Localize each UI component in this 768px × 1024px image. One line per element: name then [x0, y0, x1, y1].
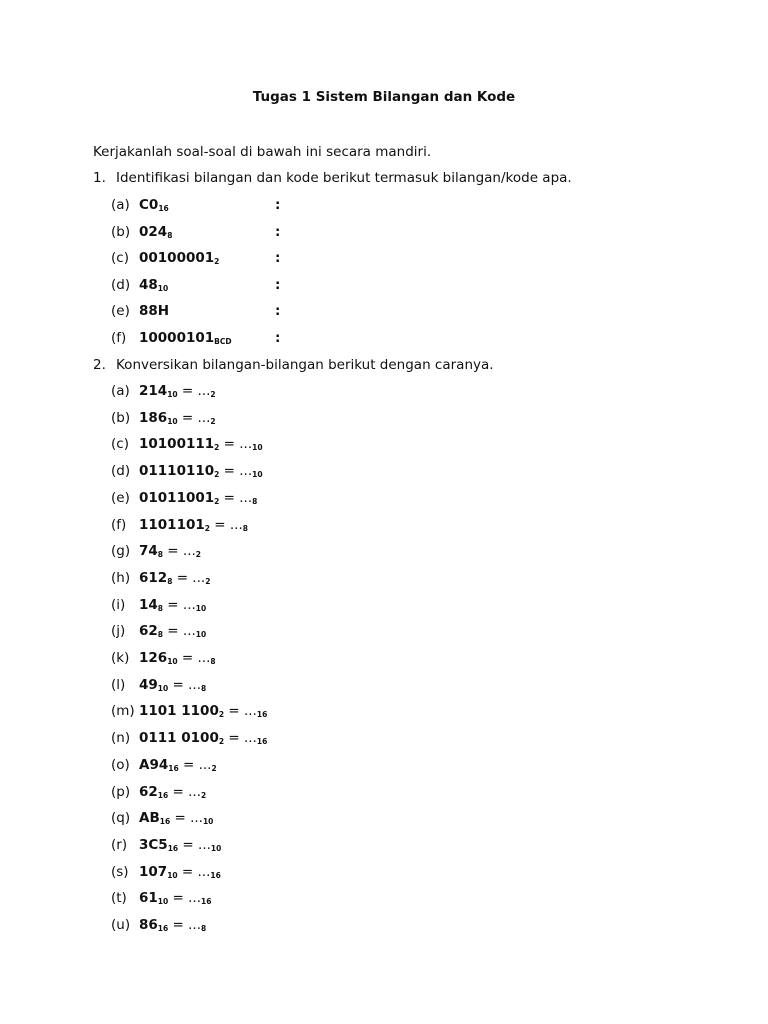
- target-base: 16: [256, 737, 268, 747]
- equals-ellipsis: = ...: [163, 543, 196, 560]
- number-value: 3C5: [139, 836, 168, 853]
- equals-ellipsis: = ...: [163, 596, 196, 613]
- question-2-text: Konversikan bilangan-bilangan berikut dengan caranya.: [116, 357, 494, 373]
- number-base: 8: [157, 603, 164, 613]
- equals-ellipsis: = ...: [219, 489, 253, 506]
- number-base: 10: [167, 416, 178, 426]
- number-base: 2: [214, 443, 220, 453]
- number-base: 10: [167, 657, 178, 666]
- target-base: 8: [210, 657, 216, 666]
- target-base: 8: [252, 496, 258, 506]
- equals-ellipsis: = ...: [178, 836, 211, 853]
- conversion-expression: [139, 728, 267, 748]
- conversion-expression: [139, 701, 267, 721]
- conversion-expression: [139, 515, 248, 535]
- number-value: 214: [139, 383, 168, 399]
- number-value: 62: [139, 623, 158, 640]
- target-base: 16: [210, 870, 221, 880]
- item-label: (o): [111, 756, 130, 773]
- target-base: 2: [210, 390, 216, 399]
- number-base: 16: [158, 204, 169, 213]
- equals-ellipsis: = ...: [224, 730, 257, 747]
- target-base: 10: [195, 630, 207, 640]
- item-label: (n): [111, 730, 131, 747]
- number-base: 2: [218, 710, 225, 720]
- conversion-expression: [139, 381, 216, 401]
- item-label: (k): [111, 650, 130, 666]
- target-base: 2: [210, 416, 216, 426]
- number-value: 62: [139, 783, 158, 800]
- equals-ellipsis: = ...: [172, 569, 206, 586]
- number-base: 16: [157, 790, 169, 800]
- item-label: (t): [111, 890, 127, 907]
- item-label: (e): [111, 489, 130, 506]
- equals-ellipsis: = ...: [177, 383, 211, 399]
- item-label: (h): [111, 569, 131, 586]
- item-label: (i): [111, 596, 126, 613]
- number-base: 8: [157, 550, 164, 560]
- number-base: 8: [167, 576, 173, 586]
- equals-ellipsis: = ...: [178, 756, 212, 773]
- number-value: 61: [139, 890, 158, 907]
- target-base: 10: [210, 843, 222, 853]
- target-base: 2: [211, 763, 217, 773]
- conversion-expression: [139, 621, 206, 641]
- question-1-text: Identifikasi bilangan dan kode berikut termasuk bilangan/kode apa.: [116, 170, 572, 186]
- answer-colon: :: [275, 276, 281, 293]
- answer-colon: :: [275, 250, 281, 267]
- number-base: 10: [157, 683, 169, 693]
- number-value: 612: [139, 569, 168, 586]
- number-value: A94: [139, 756, 169, 773]
- number-value: 01110110: [139, 463, 215, 480]
- equals-ellipsis: = ...: [209, 516, 243, 533]
- question-1-number: 1.: [93, 170, 106, 186]
- item-label: (e): [111, 303, 130, 320]
- number-base: 8: [157, 630, 164, 640]
- number-value: 1101101: [139, 516, 205, 533]
- conversion-expression: [139, 648, 216, 668]
- number-value: 48: [139, 276, 158, 293]
- item-value: [139, 222, 172, 242]
- number-base: 16: [159, 817, 171, 827]
- number-value: 10000101: [139, 330, 215, 346]
- conversion-expression: [139, 862, 221, 882]
- target-base: 10: [202, 817, 214, 827]
- number-value: 88H: [139, 303, 170, 320]
- target-base: 10: [195, 603, 207, 613]
- item-label: (q): [111, 810, 131, 827]
- number-base: 10: [167, 390, 178, 399]
- item-value: [139, 275, 168, 295]
- equals-ellipsis: = ...: [170, 810, 203, 827]
- page-title: Tugas 1 Sistem Bilangan dan Kode: [252, 89, 516, 105]
- conversion-expression: [139, 808, 213, 828]
- equals-ellipsis: = ...: [219, 436, 253, 453]
- item-label: (f): [111, 330, 127, 346]
- item-label: (d): [111, 463, 131, 480]
- number-value: 024: [139, 223, 168, 240]
- conversion-expression: [139, 408, 216, 428]
- item-label: (l): [111, 676, 126, 693]
- answer-colon: :: [275, 303, 281, 320]
- equals-ellipsis: = ...: [177, 409, 211, 426]
- item-label: (b): [111, 409, 131, 426]
- equals-ellipsis: = ...: [219, 463, 253, 480]
- item-value: [139, 248, 219, 268]
- number-base: 10: [157, 283, 169, 293]
- target-base: 10: [252, 470, 263, 480]
- item-label: (c): [111, 436, 129, 453]
- target-base: 2: [201, 790, 207, 800]
- equals-ellipsis: = ...: [177, 650, 211, 666]
- item-label: (m): [111, 703, 135, 720]
- equals-ellipsis: = ...: [168, 890, 202, 907]
- number-base: BCD: [214, 337, 232, 346]
- conversion-expression: [139, 755, 217, 775]
- target-base: 8: [242, 523, 248, 533]
- item-label: (b): [111, 223, 131, 240]
- answer-colon: :: [275, 223, 281, 240]
- item-label: (s): [111, 863, 129, 880]
- conversion-expression: [139, 568, 210, 588]
- conversion-expression: [139, 835, 221, 855]
- number-value: C0: [139, 197, 159, 213]
- number-value: 49: [139, 676, 158, 693]
- conversion-expression: [139, 888, 211, 908]
- item-label: (c): [111, 250, 129, 267]
- number-base: 8: [167, 230, 173, 240]
- item-label: (d): [111, 276, 131, 293]
- item-value: [139, 328, 232, 348]
- number-base: 10: [157, 897, 169, 907]
- question-2-number: 2.: [93, 357, 106, 373]
- number-value: 186: [139, 409, 168, 426]
- item-label: (u): [111, 917, 131, 933]
- number-value: 86: [139, 917, 158, 933]
- target-base: 2: [195, 550, 202, 560]
- number-base: 2: [214, 496, 220, 506]
- number-value: 74: [139, 543, 158, 560]
- target-base: 8: [201, 924, 207, 933]
- equals-ellipsis: = ...: [224, 703, 257, 720]
- number-value: 14: [139, 596, 158, 613]
- answer-colon: :: [275, 330, 281, 346]
- target-base: 16: [256, 710, 268, 720]
- item-label: (g): [111, 543, 131, 560]
- number-value: 107: [139, 863, 168, 880]
- number-value: 1101 1100: [139, 703, 219, 720]
- target-base: 10: [252, 443, 263, 453]
- conversion-expression: [139, 915, 206, 935]
- number-base: 2: [218, 737, 225, 747]
- conversion-expression: [139, 488, 257, 508]
- number-base: 2: [204, 523, 210, 533]
- number-value: 01011001: [139, 489, 215, 506]
- equals-ellipsis: = ...: [163, 623, 196, 640]
- conversion-expression: [139, 434, 263, 454]
- number-value: 0111 0100: [139, 730, 219, 747]
- target-base: 2: [205, 576, 211, 586]
- target-base: 16: [201, 897, 212, 907]
- number-base: 16: [167, 843, 179, 853]
- number-value: AB: [139, 810, 160, 827]
- conversion-expression: [139, 461, 263, 481]
- number-base: 2: [214, 257, 220, 267]
- conversion-expression: [139, 782, 206, 802]
- number-base: 16: [157, 924, 169, 933]
- item-label: (p): [111, 783, 131, 800]
- number-base: 10: [167, 870, 178, 880]
- equals-ellipsis: = ...: [177, 863, 211, 880]
- equals-ellipsis: = ...: [168, 917, 202, 933]
- conversion-expression: [139, 675, 206, 695]
- item-label: (f): [111, 516, 127, 533]
- item-label: (a): [111, 383, 130, 399]
- number-value: 126: [139, 650, 168, 666]
- answer-colon: :: [275, 197, 281, 213]
- conversion-expression: [139, 595, 206, 615]
- number-base: 2: [214, 470, 220, 480]
- item-label: (j): [111, 623, 126, 640]
- target-base: 8: [201, 683, 207, 693]
- equals-ellipsis: = ...: [168, 783, 202, 800]
- equals-ellipsis: = ...: [168, 676, 202, 693]
- number-value: 00100001: [139, 250, 215, 267]
- item-label: (a): [111, 197, 130, 213]
- conversion-expression: [139, 541, 201, 561]
- item-value: [139, 301, 169, 321]
- number-base: 16: [168, 763, 179, 773]
- item-value: [139, 195, 169, 215]
- number-value: 10100111: [139, 436, 215, 453]
- item-label: (r): [111, 836, 128, 853]
- intro-text: Kerjakanlah soal-soal di bawah ini secara mandiri.: [93, 144, 432, 160]
